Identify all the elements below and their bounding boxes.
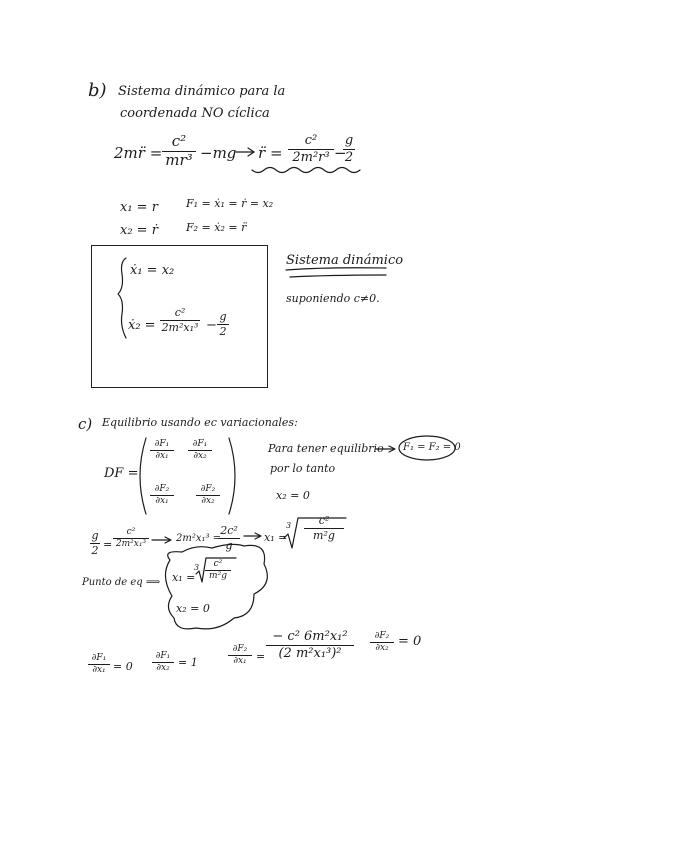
eom-result-minus: − [334, 144, 347, 162]
fp-cube-root-sign [196, 558, 236, 582]
solve-c-num: c² [126, 527, 136, 537]
box-eq2-lhs: ẋ₂ = [128, 318, 156, 333]
side-title: Sistema dinámico [286, 253, 404, 268]
df-m21-num: ∂F₂ [154, 484, 170, 494]
box-eq2-minus: − [206, 318, 217, 333]
pd2-den: ∂x₂ [156, 663, 170, 674]
solve-step3: x₁ = [264, 531, 288, 544]
condition-circle [399, 436, 455, 460]
eom-g-den: 2 [344, 149, 354, 165]
wavy-underline [252, 168, 360, 173]
section-b-title-line2: coordenada NO cíclica [120, 106, 270, 121]
def-x1: x₁ = r [120, 200, 158, 215]
system-brace [118, 258, 126, 338]
pd3-num: ∂F₂ [232, 644, 248, 654]
side-title-underline [286, 268, 386, 270]
matrix-left-paren [140, 438, 146, 514]
matrix-right-paren [229, 438, 235, 514]
section-b-title-line1: Sistema dinámico para la [118, 84, 286, 99]
fp-root-den: m²g [209, 571, 227, 582]
eom-result-den: 2m²r³ [292, 149, 330, 165]
def-f2: F₂ = ẋ₂ = r̈ [186, 221, 247, 234]
pd1-value: = 0 [113, 660, 133, 673]
fixed-point-root-index: 3 [194, 563, 200, 572]
pd2-num: ∂F₁ [155, 651, 171, 661]
eom-lhs: 2mr̈ = [114, 144, 163, 162]
df-m22-num: ∂F₂ [200, 484, 216, 494]
equilibrium-note-line1: Para tener equilibrio [268, 442, 384, 455]
fixed-point-x2: x₂ = 0 [176, 602, 210, 615]
equilibrium-note-line2: por lo tanto [270, 462, 336, 475]
df-m21-den: ∂x₁ [155, 496, 169, 507]
def-f1: F₁ = ẋ₁ = ṙ = x₂ [186, 197, 274, 210]
box-eq2-num: c² [174, 306, 186, 319]
fixed-point-x1: x₁ = [172, 571, 196, 584]
pd3-result-den: (2 m²x₁³)² [278, 645, 342, 661]
solve-equals: = [103, 538, 113, 551]
df-m11-den: ∂x₁ [155, 451, 169, 462]
solve-g-num: g [91, 529, 99, 542]
box-g-num: g [219, 310, 227, 323]
df-label: DF = [104, 466, 139, 481]
pd3-equals: = [256, 650, 266, 663]
def-x2: x₂ = ṙ [120, 223, 158, 238]
solve-root-num: c² [318, 514, 330, 527]
df-m12-den: ∂x₂ [193, 451, 207, 462]
pd2-value: = 1 [178, 656, 198, 669]
df-m11-num: ∂F₁ [154, 439, 170, 449]
fp-root-num: c² [213, 559, 223, 569]
pd4-value: = 0 [398, 634, 422, 649]
df-m12-num: ∂F₁ [192, 439, 208, 449]
eom-g-num: g [344, 133, 354, 148]
solve-g-den: 2 [91, 543, 99, 557]
equilibrium-note-line3: x₂ = 0 [276, 489, 310, 502]
pd1-num: ∂F₁ [91, 653, 107, 663]
solve-step2-num: 2c² [220, 524, 238, 537]
df-m22-den: ∂x₂ [201, 496, 215, 507]
pd4-den: ∂x₂ [375, 643, 389, 654]
solve-root-den: m²g [313, 528, 335, 542]
cube-root-sign [284, 518, 346, 548]
solve-step2: 2m²x₁³ = [176, 533, 222, 544]
eom-result-num: c² [304, 133, 318, 148]
solve-step2-den: g [225, 538, 233, 552]
eom-result-lhs: r̈ = [258, 144, 283, 162]
equilibrium-condition-circled: F₁ = F₂ = 0 [403, 442, 461, 453]
section-c-title: Equilibrio usando ec variacionales: [102, 416, 298, 429]
box-eq1: ẋ₁ = x₂ [130, 263, 175, 278]
eom-fraction-num: c² [171, 132, 187, 150]
box-g-den: 2 [219, 324, 227, 338]
eom-minus-mg: −mg [200, 144, 237, 162]
fixed-point-label: Punto de eq ⟹ [82, 577, 161, 588]
fixed-point-blob [165, 544, 267, 628]
solve-c-den: 2m²x₁³ [115, 539, 147, 550]
side-note: suponiendo c≠0. [286, 292, 380, 305]
pd4-num: ∂F₂ [374, 631, 390, 641]
pd3-den: ∂x₁ [233, 656, 247, 667]
solve-root-index: 3 [286, 521, 292, 530]
section-c-label: c) [78, 415, 93, 433]
side-title-underline-2 [290, 275, 386, 277]
box-eq2-den: 2m²x₁³ [161, 320, 199, 334]
section-b-label: b) [88, 80, 107, 101]
pd1-den: ∂x₁ [92, 665, 106, 676]
pd3-result-num: − c² 6m²x₁² [272, 629, 348, 644]
eom-fraction-den: mr³ [165, 150, 193, 169]
